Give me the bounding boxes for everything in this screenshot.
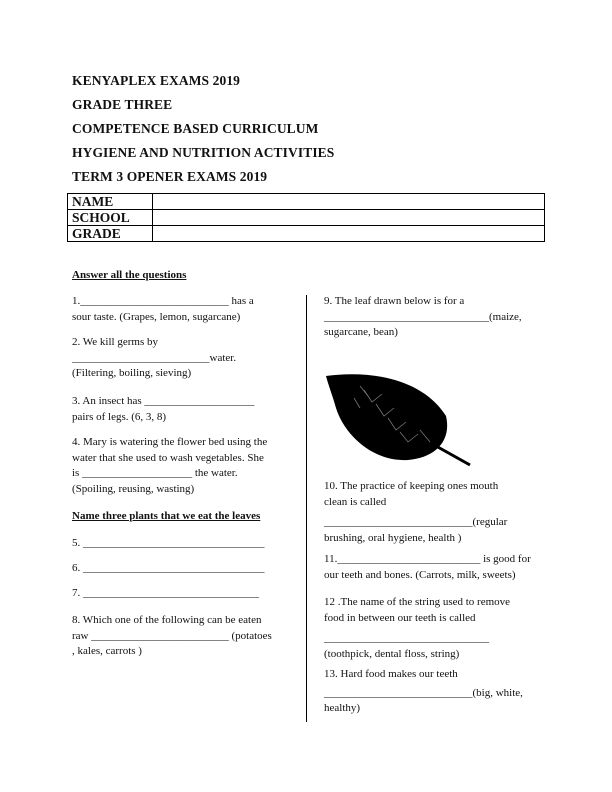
question-7	[72, 586, 297, 602]
question-9	[324, 294, 549, 341]
q8-line-a: 8. Which one of the following can be eaten	[72, 614, 262, 626]
q11-line-a: 11.__________________________ is good for	[324, 553, 531, 565]
table-row	[68, 194, 545, 210]
q12-line-b: food in between our teeth is called	[324, 611, 476, 624]
question-12	[324, 595, 549, 662]
q11-line-b: our teeth and bones. (Carrots, milk, sweets)	[324, 568, 516, 581]
q2-line-c: (Filtering, boiling, sieving)	[72, 367, 192, 379]
table-row	[68, 226, 545, 242]
q8-line-c: , kales, carrots )	[72, 645, 142, 657]
question-13	[324, 667, 549, 717]
q12-line-d: (toothpick, dental floss, string)	[324, 647, 460, 660]
question-11	[324, 552, 549, 583]
q10-line-b: clean is called	[324, 495, 387, 508]
name-field[interactable]	[153, 194, 545, 210]
q4-line-a: 4. Mary is watering the flower bed using the	[72, 436, 268, 448]
q4-line-d: (Spoiling, reusing, wasting)	[72, 482, 195, 495]
question-5	[72, 536, 297, 552]
q8-line-b: raw _________________________ (potatoes	[72, 629, 272, 642]
school-label: SCHOOL	[68, 210, 153, 226]
q2-line-a: 2. We kill germs by	[72, 336, 158, 348]
instructions: Answer all the questions	[72, 269, 187, 281]
q3-line-b: pairs of legs. (6, 3, 8)	[72, 410, 167, 423]
q1-line-a: 1.___________________________ has a	[72, 295, 254, 307]
q10-line-c: ___________________________(regular	[324, 516, 508, 528]
q4-line-c: is ____________________ the water.	[72, 467, 238, 479]
grade-label: GRADE	[68, 226, 153, 242]
q6-line: 6. _________________________________	[72, 562, 265, 574]
student-info-table	[67, 193, 545, 242]
q13-line-a: 13. Hard food makes our teeth	[324, 668, 458, 680]
question-3	[72, 394, 297, 425]
leaf-icon	[324, 372, 474, 468]
header-line-1: KENYAPLEX EXAMS 2019	[72, 73, 241, 88]
q5-line: 5. _________________________________	[72, 537, 265, 549]
q1-line-b: sour taste. (Grapes, lemon, sugarcane)	[72, 310, 241, 323]
q7-line: 7. ________________________________	[72, 587, 259, 599]
header-line-2: GRADE THREE	[72, 97, 173, 112]
q13-line-b: ___________________________(big, white,	[324, 686, 523, 699]
q9-line-b: ______________________________(maize,	[324, 310, 522, 323]
q13-line-c: healthy)	[324, 702, 361, 714]
q9-line-c: sugarcane, bean)	[324, 326, 398, 338]
left-column	[72, 268, 297, 284]
grade-field[interactable]	[153, 226, 545, 242]
question-4	[72, 435, 297, 497]
q4-line-b: water that she used to wash vegetables. She	[72, 451, 264, 464]
header-line-4: HYGIENE AND NUTRITION ACTIVITIES	[72, 145, 335, 160]
question-6	[72, 561, 297, 577]
column-divider	[306, 295, 307, 722]
table-row	[68, 210, 545, 226]
header-line-3: COMPETENCE BASED CURRICULUM	[72, 121, 319, 136]
question-10	[324, 479, 549, 546]
q12-line-c: ______________________________	[324, 632, 489, 644]
question-8	[72, 613, 297, 660]
q12-line-a: 12 .The name of the string used to remove	[324, 596, 511, 608]
section-heading	[72, 509, 297, 525]
school-field[interactable]	[153, 210, 545, 226]
question-2	[72, 335, 297, 382]
header-line-5: TERM 3 OPENER EXAMS 2019	[72, 169, 268, 184]
q2-line-b: _________________________water.	[72, 351, 237, 364]
q9-line-a: 9. The leaf drawn below is for a	[324, 295, 465, 307]
q3-line-a: 3. An insect has ____________________	[72, 395, 255, 407]
name-label: NAME	[68, 194, 153, 210]
question-1	[72, 294, 297, 325]
q10-line-d: brushing, oral hygiene, health )	[324, 531, 462, 544]
section-2-title: Name three plants that we eat the leaves	[72, 510, 261, 522]
q10-line-a: 10. The practice of keeping ones mouth	[324, 480, 499, 492]
